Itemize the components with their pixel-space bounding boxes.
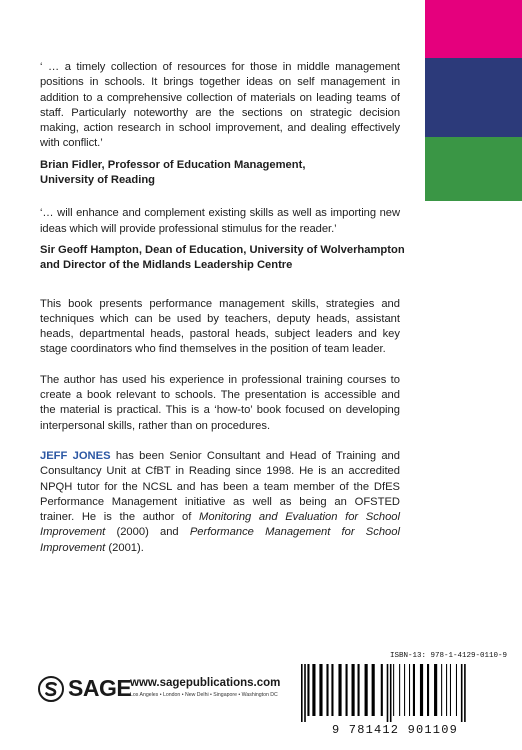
author-name: JEFF JONES	[40, 449, 111, 462]
attribution-line: Sir Geoff Hampton, Dean of Education, University of Wolverhampton	[40, 243, 405, 256]
publisher-url: www.sagepublications.com	[130, 677, 281, 689]
isbn-label: ISBN-13: 978-1-4129-0110-9	[389, 652, 507, 660]
author-bio	[40, 449, 400, 556]
description-paragraph-1: This book presents performance management skills, strategies and techniques which can be used by teachers, deputy heads, assistant heads, departmental heads, pastoral heads, subject leaders and key stage coordinators who find themselves in the position of team leader.	[40, 297, 400, 356]
barcode-icon	[295, 664, 495, 722]
attribution-line: University of Reading	[40, 174, 156, 187]
review-attribution-1	[40, 158, 400, 189]
attribution-line: Brian Fidler, Professor of Education Management,	[40, 158, 306, 171]
color-stripe-navy	[425, 58, 522, 137]
publisher-cities: Los Angeles • London • New Delhi • Singapore • Washington DC	[130, 692, 278, 698]
sage-wordmark: SAGE	[68, 675, 132, 701]
color-stripe-green	[425, 137, 522, 201]
author-bio-text: has been Senior Consultant and Head of Training and Consultancy Unit at CfBT in Reading since 1998. He is an accredited NPQH tutor for the NCSL and has been a team member of the DfES Performance Management initiative as well as being an OFSTED trainer. He is the author of	[40, 449, 400, 524]
color-stripe-pink	[425, 0, 522, 58]
review-quote-1: ‘ … a timely collection of resources for those in middle management positions in schools. It brings together ideas on self management in addition to a comprehensive collection of materials on leading teams of staff. Particularly noteworthy are the sections on strategic decision making, action research in school improvement, and dealing effectively with conflict.’	[40, 61, 400, 150]
book-title: Monitoring and Evaluation for School Improvement	[40, 511, 400, 539]
author-bio-text: (2000) and	[105, 526, 190, 539]
book-title: Performance Management for School Improvement	[40, 526, 400, 554]
sage-s-icon	[38, 676, 64, 702]
review-quote-2: ‘… will enhance and complement existing skills as well as importing new ideas which will provide professional stimulus for the reader.’	[40, 207, 400, 235]
attribution-line: and Director of the Midlands Leadership Centre	[40, 259, 293, 272]
review-attribution-2	[40, 243, 405, 274]
description-paragraph-2: The author has used his experience in professional training courses to create a book relevant to schools. The presentation is accessible and the material is practical. This is a ‘how-to’ book focused on developing interpersonal skills, rather than on procedures.	[40, 373, 400, 432]
author-bio-text: (2001).	[105, 541, 144, 554]
isbn-barcode-panel	[283, 652, 513, 740]
barcode-digits: 9 781412 901109	[331, 723, 459, 737]
publisher-logo	[38, 674, 281, 704]
back-cover-text	[40, 60, 405, 556]
